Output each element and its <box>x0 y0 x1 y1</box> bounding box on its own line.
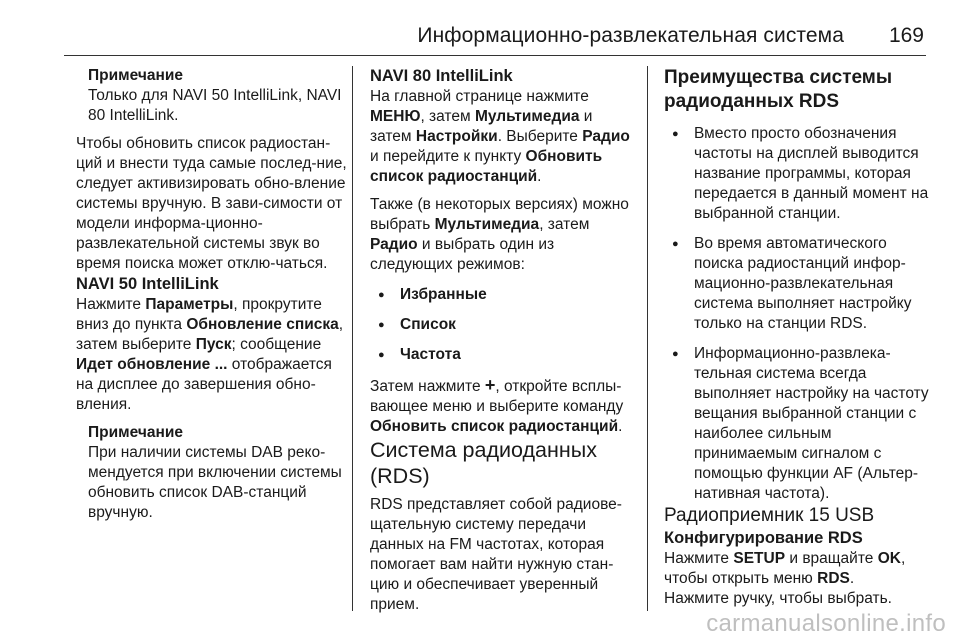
note-2 <box>76 423 348 523</box>
watermark: carmanualsonline.info <box>706 610 946 637</box>
subsection-heading-config: Конфигурирование RDS <box>664 529 863 547</box>
list-item: ● Список <box>370 315 638 335</box>
plus-icon: + <box>484 375 496 395</box>
paragraph: RDS представляет собой радиове-щательную систему передачи данных на FM частотах, которая помогает вам найти нужную стан-цию и обеспечивает уверенный прием. <box>370 496 622 613</box>
paragraph: Нажмите ручку, чтобы выбрать. <box>664 590 892 607</box>
header-title: Информационно-развлекательная система <box>417 24 844 47</box>
list-item: ● Информационно-развлека-тельная система всегда выполняет настройку на частоту вещания выбранной станции с наиболее сильным принимаемым сигналом с помощью функции AF (Альтер-нативная частота). <box>664 344 930 504</box>
paragraph: Также (в некоторых версиях) можно выбрать Мультимедиа, затем Радио и выбрать один из следующих режимов: <box>370 196 629 273</box>
paragraph: Затем нажмите +, откройте всплы-вающее меню и выберите команду Обновить список радиостанций. <box>370 375 624 435</box>
advantages-list <box>664 124 930 504</box>
section-heading-advantages: Преимущества системы радиоданных RDS <box>664 67 893 112</box>
note-text: Только для NAVI 50 IntelliLink, NAVI 80 IntelliLink. <box>88 87 342 124</box>
page-header <box>0 0 960 56</box>
list-item: ● Частота <box>370 345 638 365</box>
header-divider <box>64 55 926 56</box>
paragraph: Нажмите SETUP и вращайте OK, чтобы открыть меню RDS. <box>664 550 906 587</box>
list-item: ● Вместо просто обозначения частоты на дисплей выводится название программы, которая передается в данный момент на выбранной станции. <box>664 124 930 224</box>
column-divider-2 <box>647 66 648 611</box>
note-1 <box>76 66 348 126</box>
section-heading-navi80: NAVI 80 IntelliLink <box>370 67 513 85</box>
column-2 <box>370 66 638 615</box>
column-1 <box>76 66 348 523</box>
note-title: Примечание <box>88 67 183 84</box>
note-title: Примечание <box>88 424 183 441</box>
section-heading-rds: Система радиоданных (RDS) <box>370 438 597 488</box>
mode-list <box>370 285 638 365</box>
note-text: При наличии системы DAB реко-мендуется при включении системы обновить список DAB-станций вручную. <box>88 444 342 521</box>
paragraph: Нажмите Параметры, прокрутите вниз до пункта Обновление списка, затем выберите Пуск; сообщение Идет обновление ... отображается на дисплее до завершения обно-вления. <box>76 296 344 413</box>
list-item: ● Избранные <box>370 285 638 305</box>
paragraph: На главной странице нажмите МЕНЮ, затем Мультимедиа и затем Настройки. Выберите Радио и перейдите к пункту Обновить список радиостанций. <box>370 88 630 185</box>
paragraph: Чтобы обновить список радиостан-ций и внести туда самые послед-ние, следует активизировать обно-вление системы вручную. В зави-симости от модели информа-ционно-развлекательной системы звук во время поиска может отклю-чаться. <box>76 135 347 272</box>
column-3 <box>664 66 930 609</box>
list-item: ● Во время автоматического поиска радиостанций инфор-мационно-развлекательная система выполняет настройку только на станции RDS. <box>664 234 930 334</box>
section-heading-navi50: NAVI 50 IntelliLink <box>76 275 219 293</box>
section-heading-radio: Радиоприемник 15 USB <box>664 505 875 526</box>
column-divider-1 <box>352 66 353 611</box>
page-number: 169 <box>888 24 924 47</box>
